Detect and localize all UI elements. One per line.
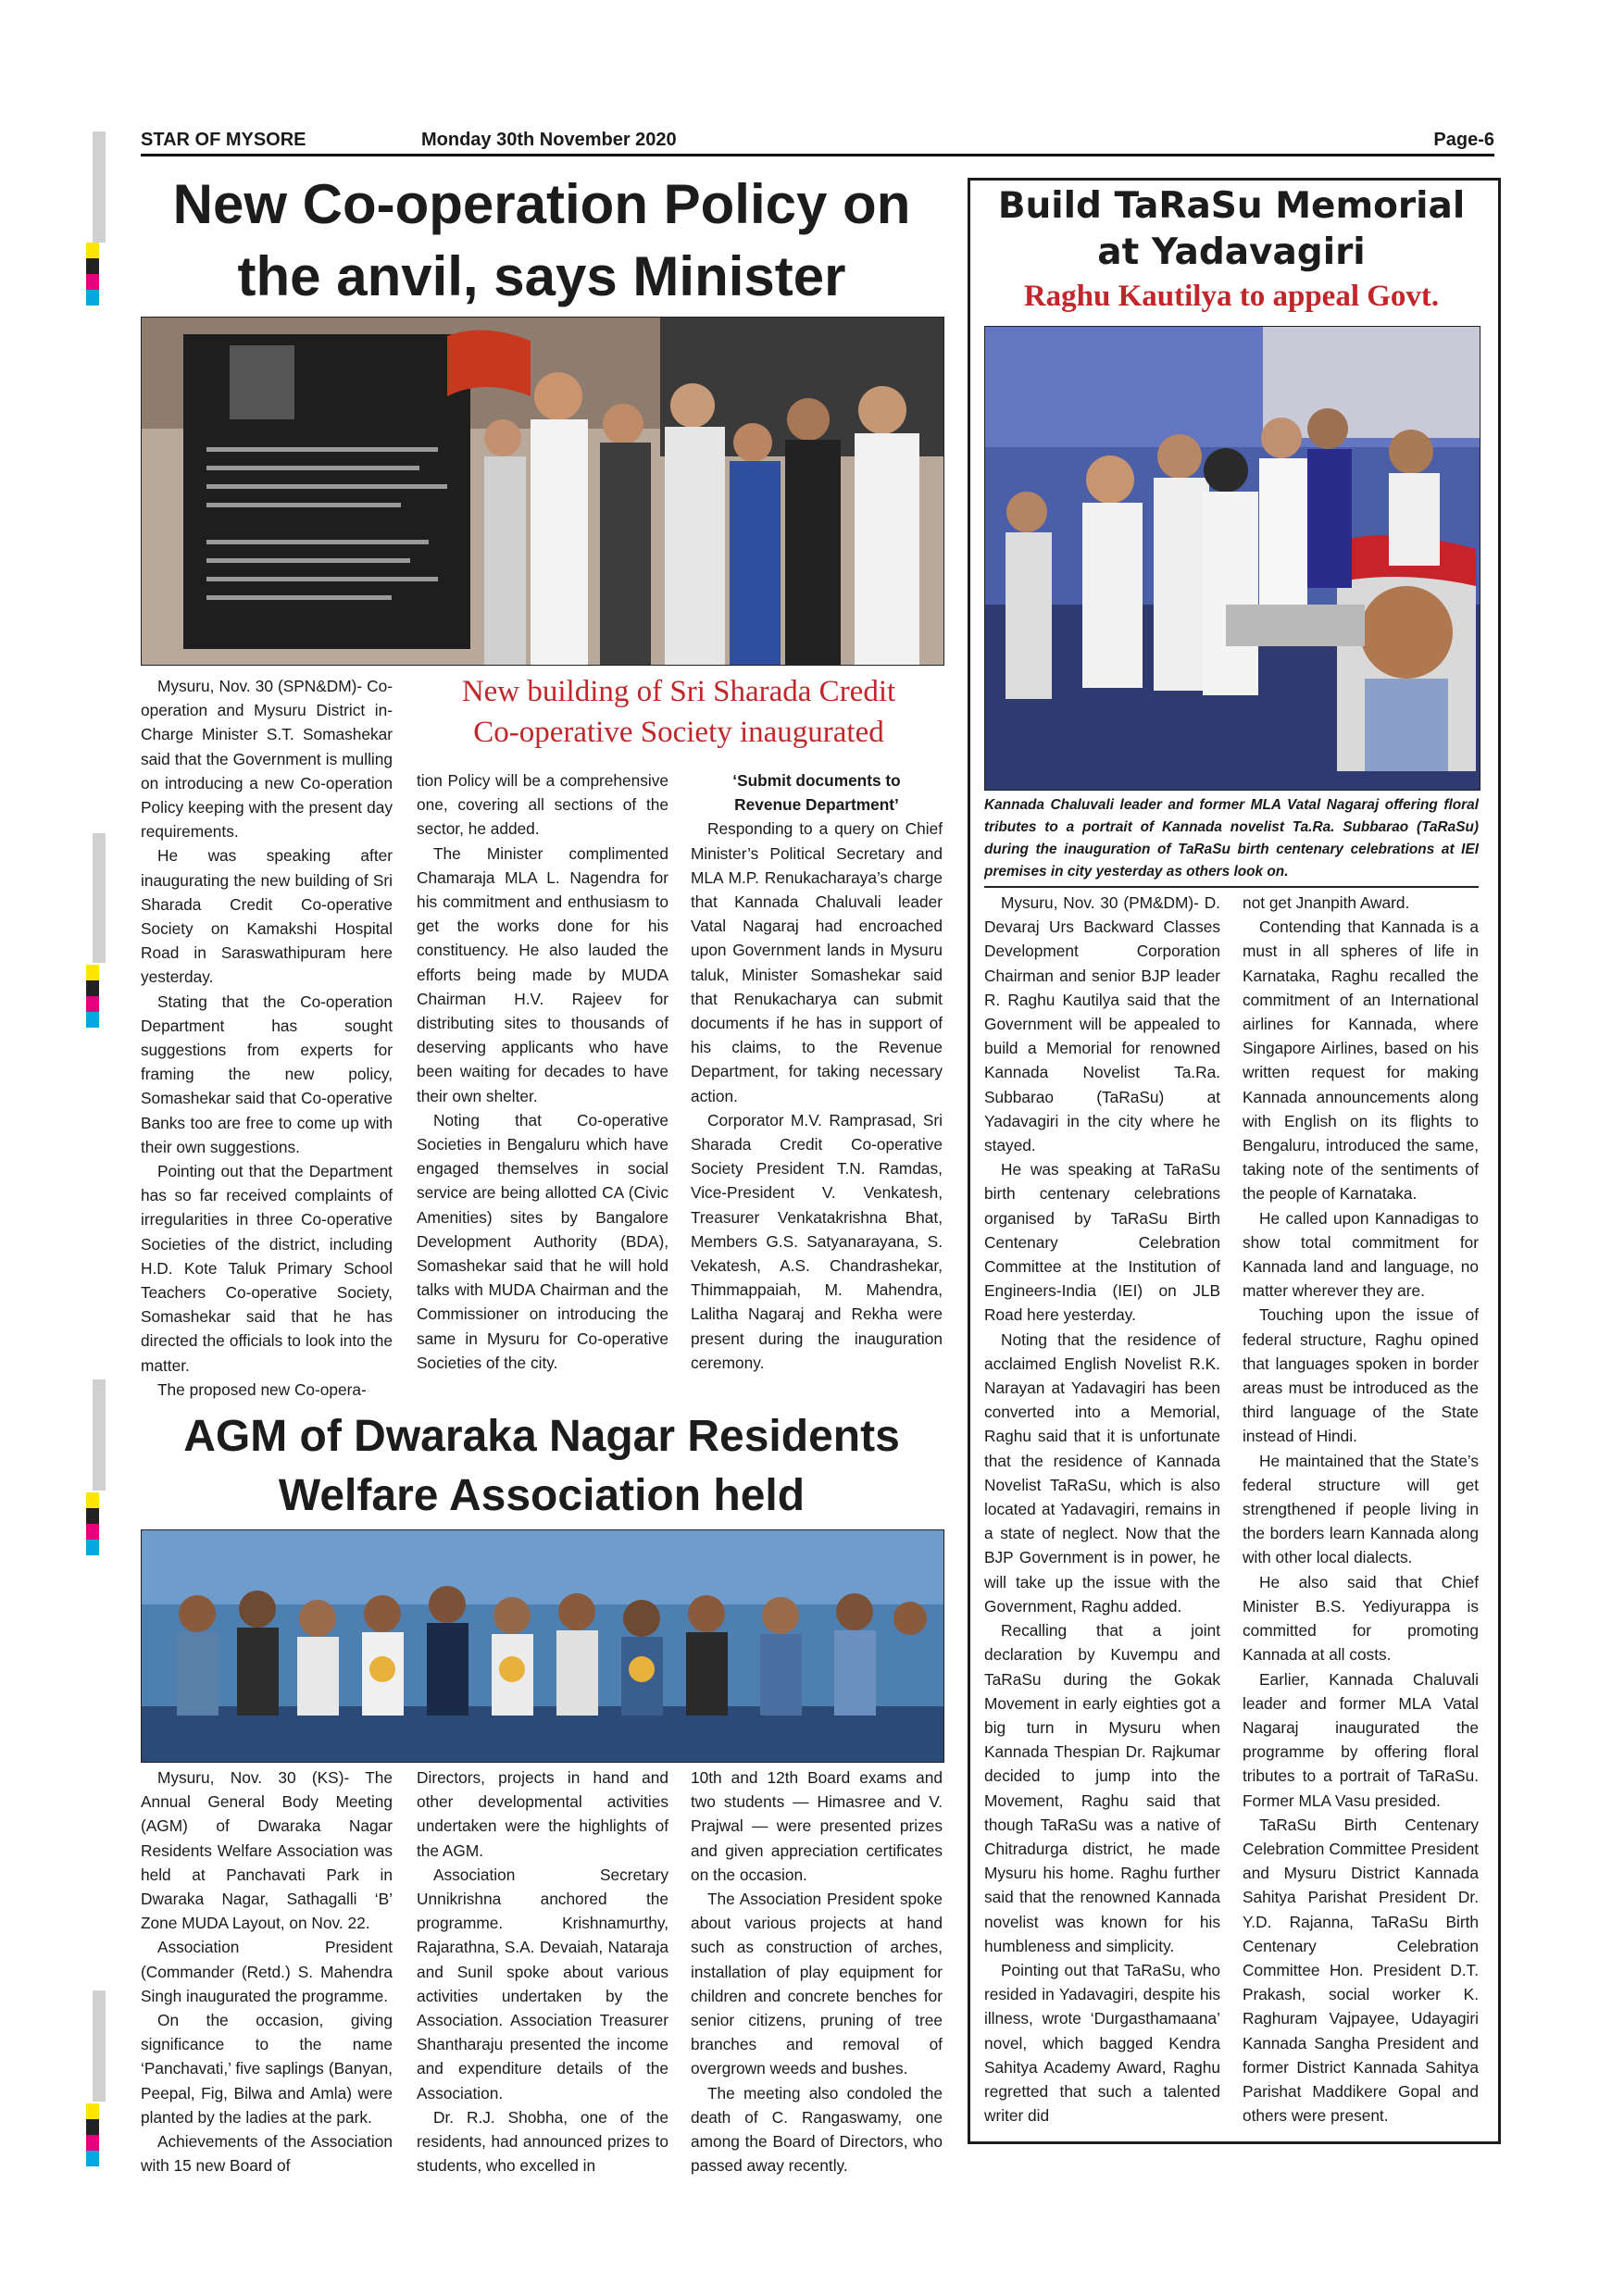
story1-column-subhead: ‘Submit documents to [732, 771, 901, 790]
story1-subhead: New building of Sri Sharada Credit Co-operative Society inaugurated [461, 675, 896, 749]
agm-group-photo [141, 1529, 944, 1763]
story2-headline: AGM of Dwaraka Nagar Residents Welfare Association held [183, 1412, 900, 1520]
caption-divider [984, 886, 1479, 888]
page-number: Page-6 [1433, 130, 1494, 150]
cmyk-color-bar [86, 243, 99, 306]
story2-column-1: Mysuru, Nov. 30 (KS)- The Annual General Body Meeting (AGM) of Dwaraka Nagar Residents Welfare Association was held at Panchavati Park in Dwaraka Nagar, Sathagalli ‘B’ Zone MUDA Layout, on Nov. 22. Association President (Commander (Retd.) S. Mahendra Singh inaugurated the programme. On the occasion, giving significance to the name ‘Panchavati,’ five saplings (Banyan, Peepal, Fig, Bilwa and Amla) were planted by the ladies at the park. Achievements of the Association with 15 new Board of [141, 1768, 393, 2176]
inauguration-photo [141, 317, 944, 666]
story3-subhead: Raghu Kautilya to appeal Govt. [1023, 280, 1440, 313]
publication-name: STAR OF MYSORE [141, 130, 306, 150]
print-margin-strip [93, 1990, 106, 2102]
story1-headline: New Co-operation Policy on the anvil, says Minister [172, 173, 911, 307]
page-masthead [141, 130, 1494, 156]
story1-column-1: Mysuru, Nov. 30 (SPN&DM)- Co-operation and Mysuru District in-Charge Minister S.T. Somashekar said that the Government is mulling on introducing a new Co-operation Policy keeping with the present day requirements. He was speaking after inaugurating the new building of Sri Sharada Credit Co-operative Society on Kamakshi Hospital Road in Saraswathipuram here yesterday. Stating that the Co-operation Department has sought suggestions from experts for framing the new policy, Somashekar said that Co-operative Banks too are free to come up with their own suggestions. Pointing out that the Department has so far received complaints of irregularities in three Co-operative Societies of the district, including H.D. Kote Taluk Primary School Teachers Co-operative Society, Somashekar said that he has directed the officials to look into the matter. The proposed new Co-opera- [141, 677, 393, 1399]
print-margin-strip [93, 833, 106, 963]
print-margin-strip [93, 131, 106, 243]
issue-date: Monday 30th November 2020 [421, 130, 677, 150]
cmyk-color-bar [86, 1492, 99, 1555]
story3-column-2: not get Jnanpith Award. Contending that Kannada is a must in all spheres of life in Karnataka, Raghu recalled the commitment of an International airlines for Kannada, where Singapore Airlines, based on his written request for making Kannada announcements along with English on its flights to Bengaluru, introduced the same, taking note of the sentiments of the people of Karnataka. He called upon Kannadigas to show total commitment for Kannada land and language, no matter wherever they are. Touching upon the issue of federal structure, Raghu opined that languages spoken in border areas must be introduced as the third language of the State instead of Hindi. He maintained that the State’s federal structure will get strengthened if people living in the borders learn Kannada along with other local dialects. He also said that Chief Minister B.S. Yediyurappa is committed for promoting Kannada at all costs. Earlier, Kannada Chaluvali leader and former MLA Vatal Nagaraj inaugurated the programme by offering floral tributes to a portrait of TaRaSu. Former MLA Vasu presided. TaRaSu Birth Centenary Celebration Committee President and Mysuru District Kannada Sahitya Parishat President Dr. Y.D. Rajanna, TaRaSu Birth Centenary Celebration Committee Hon. President D.T. Prakash, social worker K. Raghuram Vajpayee, Udayagiri Kannada Sangha President and former District Kannada Sahitya Parishat Maddikere Gopal and others were present. [1243, 893, 1479, 2126]
story2-column-3: 10th and 12th Board exams and two students — Himasree and V. Prajwal — were presented prizes and given appreciation certificates on the occasion. The Association President spoke about various projects at hand such as construction of arches, installation of play equipment for children and concrete benches for senior citizens, pruning of tree branches and removal of overgrown weeds and bushes. The meeting also condoled the death of C. Rangaswamy, one among the Board of Directors, who passed away recently. [691, 1768, 943, 2176]
tarasu-tribute-photo [984, 326, 1480, 791]
story3-headline: Build TaRaSu Memorial at Yadavagiri [997, 185, 1466, 273]
photo-caption: Kannada Chaluvali leader and former MLA Vatal Nagaraj offering floral tributes to a portrait of Kannada novelist Ta.Ra. Subbarao (TaRaSu) during the inauguration of TaRaSu birth centenary celebrations at IEI premises in city yesterday as others look on. [984, 797, 1479, 880]
story3-column-1: Mysuru, Nov. 30 (PM&DM)- D. Devaraj Urs Backward Classes Development Corporation Chairman and senior BJP leader R. Raghu Kautilya said that the Government will be appealed to build a Memorial for renowned Kannada Novelist Ta.Ra. Subbarao (TaRaSu) at Yadavagiri in the city where he stayed. He was speaking at TaRaSu birth centenary celebrations organised by TaRaSu Birth Centenary Celebration Committee at the Institution of Engineers-India (IEI) on JLB Road here yesterday. Noting that the residence of acclaimed English Novelist R.K. Narayan at Yadavagiri has been converted into a Memorial, Raghu said that it is unfortunate that the residence of Kannada Novelist TaRaSu, which is also located at Yadavagiri, remains in a state of neglect. Now that the BJP Government is in power, he will take up the issue with the Government, Raghu added. Recalling that a joint declaration by Kuvempu and TaRaSu during the Gokak Movement in early eighties got a big turn in Mysuru when Kannada Thespian Dr. Rajkumar decided to jump into the Movement, Raghu said that though TaRaSu was a native of Chitradurga district, he made Mysuru his home. Raghu further said that the renowned Kannada novelist was known for his humbleness and simplicity. Pointing out that TaRaSu, who resided in Yadavagiri, despite his illness, wrote ‘Durgasthamaana’ novel, which bagged Kendra Sahitya Academy Award, Raghu regretted that such a talented writer did [984, 893, 1220, 2126]
cmyk-color-bar [86, 965, 99, 1028]
story2-column-2: Directors, projects in hand and other developmental activities undertaken were the highlights of the AGM. Association Secretary Unnikrishna anchored the programme. Krishnamurthy, Rajarathna, S.A. Devaiah, Nataraja and Sunil spoke about various activities undertaken by the Association. Association Treasurer Shantharaju presented the income and expenditure details of the Association. Dr. R.J. Shobha, one of the residents, had announced prizes to students, who excelled in [417, 1768, 668, 2176]
cmyk-color-bar [86, 2103, 99, 2166]
story1-column-3: ‘Submit documents to Revenue Department’ Responding to a query on Chief Minister’s Political Secretary and MLA M.P. Renukacharaya’s charge that Kannada Chaluvali leader Vatal Nagaraj had encroached upon Government lands in Mysuru taluk, Minister Somashekar said that Renukacharya can submit documents if he has in support of his claims, to the Revenue Department, for taking necessary action. Corporator M.V. Ramprasad, Sri Sharada Credit Co-operative Society President T.N. Ramdas, Vice-President V. Venkatesh, Treasurer Venkatakrishna Bhat, Members G.S. Satyanarayana, S. Vekatesh, A.S. Chandrashekar, Thimmappaiah, M. Mahendra, Lalitha Nagaraj and Rekha were present during the inauguration ceremony. [691, 768, 943, 1375]
print-margin-strip [93, 1379, 106, 1491]
story1-column-2: tion Policy will be a comprehensive one, covering all sections of the sector, he added. The Minister complimented Chamaraja MLA L. Nagendra for his commitment and enthusiasm to get the works done for his constituency. He also lauded the efforts being made by MUDA Chairman H.V. Rajeev for distributing sites to thousands of deserving applicants who have been waiting for decades to have their own shelter. Noting that Co-operative Societies in Bengaluru which have engaged themselves in social service are being allotted CA (Civic Amenities) sites by Bangalore Development Authority (BDA), Somashekar said that he will hold talks with MUDA Chairman and the Commissioner on introducing the same in Mysuru for Co-operative Societies of the city. [417, 771, 668, 1372]
